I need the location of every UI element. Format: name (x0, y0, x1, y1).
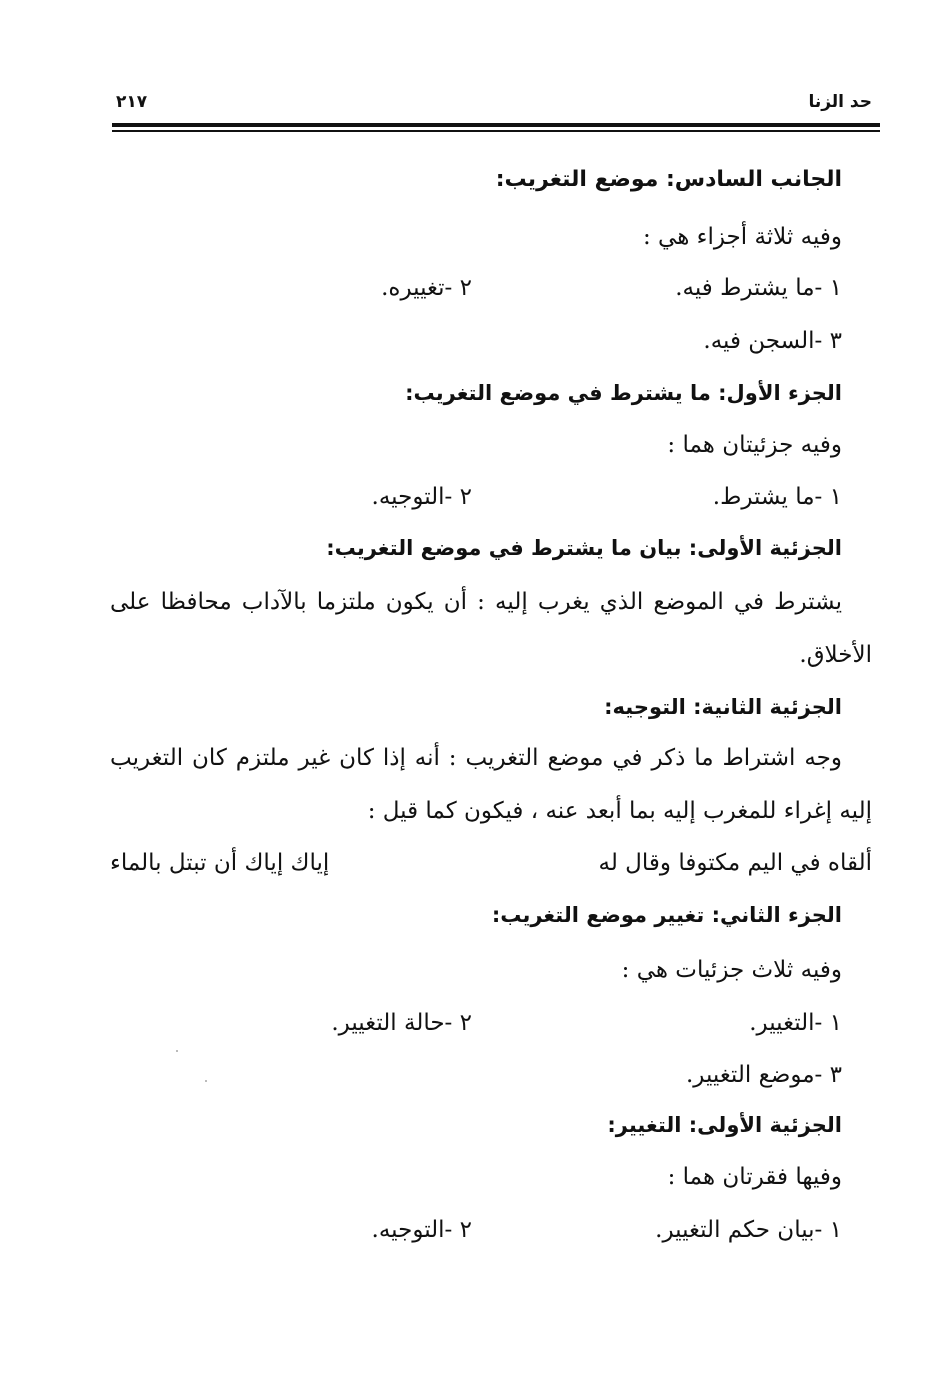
page-header (112, 86, 880, 122)
list-item: ١ -ما يشترط فيه. (675, 275, 842, 301)
list-item: ٣ -السجن فيه. (703, 328, 842, 354)
header-rule-thin (112, 130, 880, 132)
poem-verse (110, 848, 872, 878)
subsection-heading: الجزئية الأولى: بيان ما يشترط في موضع التغريب: (326, 536, 842, 560)
subsection-heading: الجزئية الأولى: التغيير: (607, 1113, 842, 1137)
verse-first-hemistich: ألقاه في اليم مكتوفا وقال له (598, 850, 872, 876)
subsection-heading: الجزء الثاني: تغيير موضع التغريب: (491, 903, 842, 927)
verse-second-hemistich: إياك إياك أن تبتل بالماء (110, 850, 330, 876)
list-item: ١ -التغيير. (749, 1010, 842, 1036)
header-rule-thick (112, 123, 880, 127)
scan-speck (176, 1050, 178, 1052)
body-line: وفيه ثلاثة أجزاء هي : (642, 224, 842, 250)
subsection-heading: الجزئية الثانية: التوجيه: (604, 695, 842, 719)
scan-speck (205, 1080, 207, 1082)
list-item: ٢ -التوجيه. (371, 484, 472, 510)
subsection-heading: الجزء الأول: ما يشترط في موضع التغريب: (405, 381, 842, 405)
section-heading: الجانب السادس: موضع التغريب: (495, 167, 842, 192)
paragraph-line: الأخلاق. (799, 642, 872, 668)
body-line: وفيه جزئيتان هما : (667, 432, 842, 458)
list-item: ٢ -تغييره. (381, 275, 472, 301)
list-item: ٣ -موضع التغيير. (685, 1062, 842, 1088)
list-item: ٢ -حالة التغيير. (331, 1010, 472, 1036)
running-title: حد الزنا (808, 92, 872, 112)
paragraph-line: وجه اشتراط ما ذكر في موضع التغريب : أنه إذا كان غير ملتزم كان التغريب (110, 745, 842, 771)
paragraph-line: إليه إغراء للمغرب إليه بما أبعد عنه ، فيكون كما قيل : (367, 798, 872, 824)
list-item: ١ -بيان حكم التغيير. (655, 1217, 842, 1243)
list-item: ١ -ما يشترط. (712, 484, 842, 510)
paragraph-line: يشترط في الموضع الذي يغرب إليه : أن يكون ملتزما بالآداب محافظا على (110, 589, 842, 615)
page-number: ٢١٧ (116, 92, 148, 112)
list-item: ٢ -التوجيه. (371, 1217, 472, 1243)
body-line: وفيها فقرتان هما : (667, 1164, 842, 1190)
body-line: وفيه ثلاث جزئيات هي : (621, 957, 842, 983)
